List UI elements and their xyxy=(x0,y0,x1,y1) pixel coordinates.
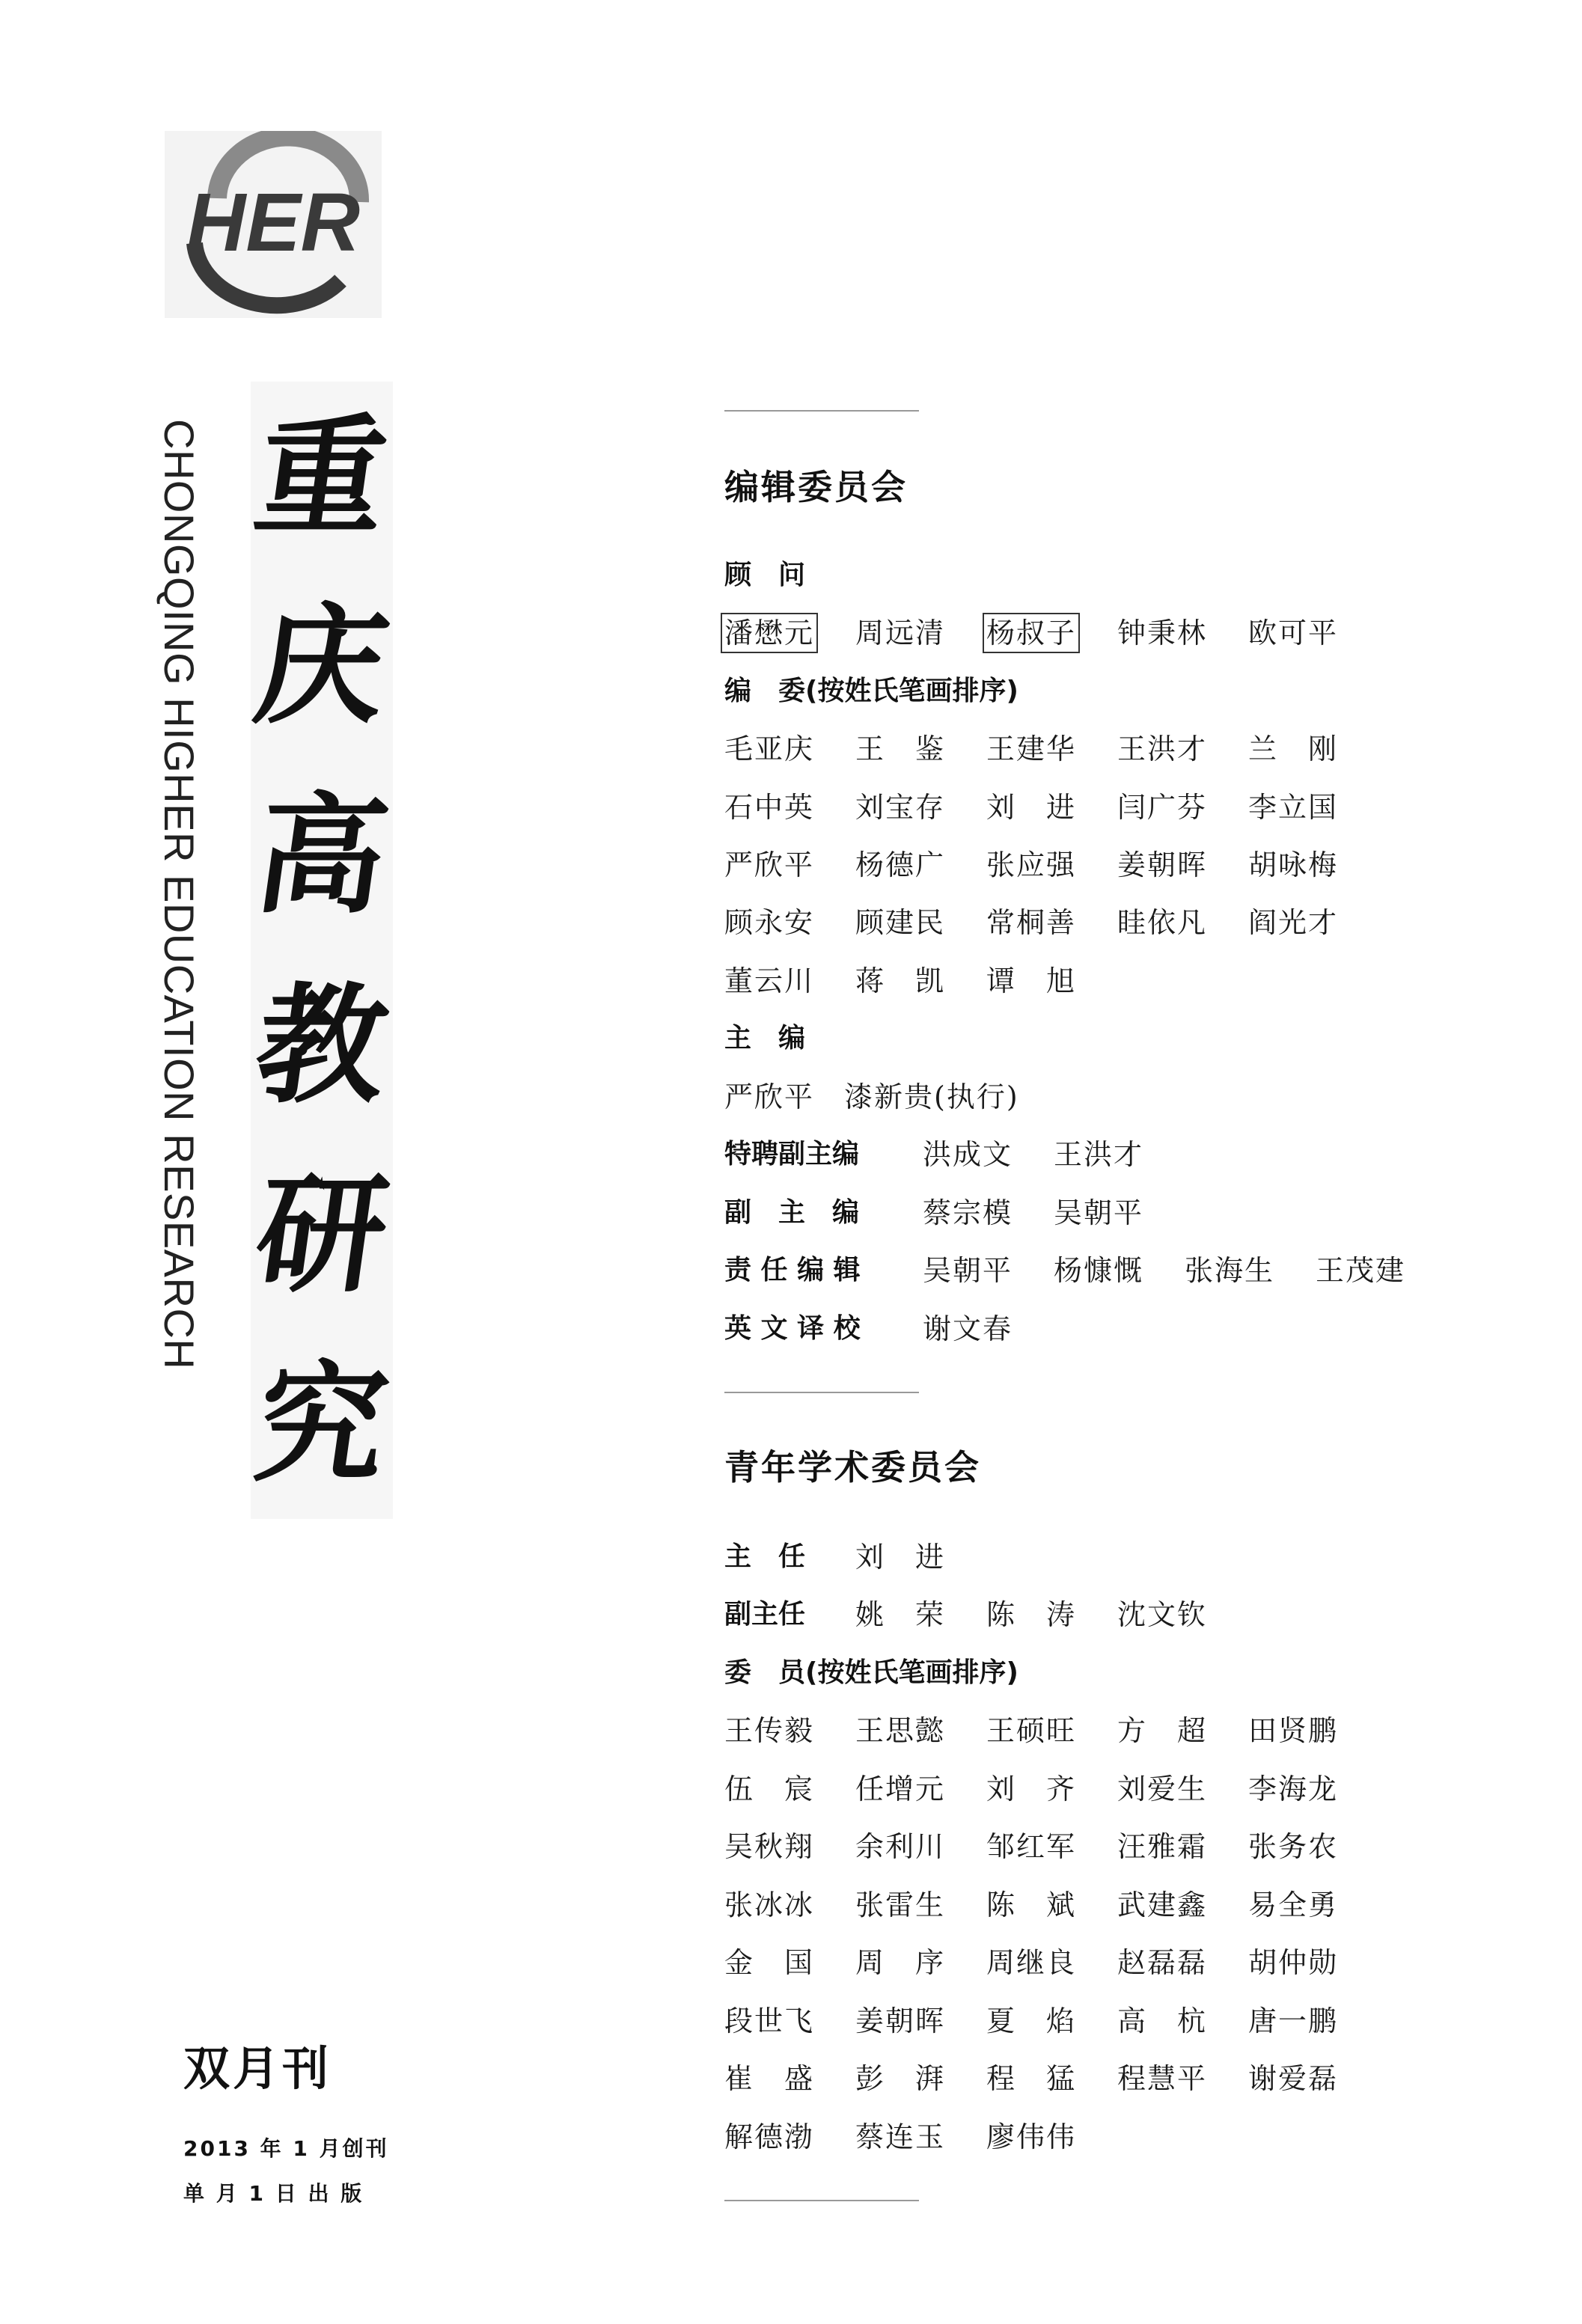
title-char: 究 xyxy=(246,1348,397,1500)
youth-member-name: 张冰冰 xyxy=(724,1888,815,1921)
member-name: 王建华 xyxy=(986,732,1077,765)
special-deputy-name: 王洪才 xyxy=(1054,1137,1144,1171)
youth-member-name: 武建鑫 xyxy=(1117,1888,1208,1921)
youth-member-name: 王传毅 xyxy=(724,1713,815,1747)
youth-member-name: 刘爱生 xyxy=(1117,1772,1208,1805)
deputy-editor-name: 蔡宗模 xyxy=(923,1196,1013,1229)
youth-member-name: 张务农 xyxy=(1248,1829,1339,1863)
member-name: 王 鉴 xyxy=(855,732,946,765)
responsible-editor-name: 张海生 xyxy=(1185,1253,1275,1287)
editorial-board-title: 编辑委员会 xyxy=(724,467,908,507)
member-name: 顾永安 xyxy=(724,905,815,939)
advisor-name: 欧可平 xyxy=(1248,616,1339,649)
youth-member-name: 金 国 xyxy=(724,1945,815,1979)
advisor-name: 杨叔子 xyxy=(986,616,1077,649)
member-row xyxy=(724,955,1117,1000)
member-name: 眭依凡 xyxy=(1117,905,1208,939)
deputy-editor-label: 副 主 编 xyxy=(724,1196,860,1228)
member-row xyxy=(724,840,1379,884)
youth-member-row xyxy=(724,1996,1379,2040)
member-name: 石中英 xyxy=(724,790,815,824)
title-char: 教 xyxy=(246,968,397,1121)
advisor-name: 潘懋元 xyxy=(724,616,815,649)
advisors-label: 顾 问 xyxy=(724,559,806,590)
member-name: 刘 进 xyxy=(986,790,1077,824)
youth-member-row xyxy=(724,1821,1379,1866)
title-char: 重 xyxy=(246,400,397,552)
youth-member-name: 谢爱磊 xyxy=(1248,2061,1339,2095)
youth-member-name: 程慧平 xyxy=(1117,2061,1208,2095)
title-char: 高 xyxy=(246,779,397,932)
youth-member-name: 王思懿 xyxy=(855,1713,946,1747)
youth-member-name: 夏 焰 xyxy=(986,2004,1077,2037)
special-deputy-label: 特聘副主编 xyxy=(724,1138,860,1169)
responsible-editor-label: 责 任 编 辑 xyxy=(724,1254,861,1285)
english-editor-name: 谢文春 xyxy=(923,1312,1013,1345)
youth-member-name: 高 杭 xyxy=(1117,2004,1208,2037)
youth-member-name: 田贤鹏 xyxy=(1248,1713,1339,1747)
divider xyxy=(724,1392,919,1393)
vice-director-label: 副主任 xyxy=(724,1598,806,1630)
director-row xyxy=(724,1532,986,1577)
publication-frequency: 双月刊 xyxy=(183,2041,332,2096)
advisor-name: 钟秉林 xyxy=(1117,616,1208,649)
member-name: 闫广芬 xyxy=(1117,790,1208,824)
youth-member-name: 陈 斌 xyxy=(986,1888,1077,1921)
vice-director-name: 姚 荣 xyxy=(855,1597,946,1631)
responsible-editor-name: 吴朝平 xyxy=(923,1253,1013,1287)
responsible-editor-name: 王茂建 xyxy=(1316,1253,1406,1287)
member-row xyxy=(724,782,1379,827)
vice-director-row xyxy=(724,1589,1248,1634)
youth-member-name: 蔡连玉 xyxy=(855,2120,946,2153)
vice-director-name: 陈 涛 xyxy=(986,1597,1077,1631)
youth-committee-title: 青年学术委员会 xyxy=(724,1447,981,1487)
youth-member-name: 周继良 xyxy=(986,1945,1077,1979)
member-name: 董云川 xyxy=(724,964,815,997)
member-name: 兰 刚 xyxy=(1248,732,1339,765)
youth-member-name: 程 猛 xyxy=(986,2061,1077,2095)
divider xyxy=(724,410,919,412)
member-name: 严欣平 xyxy=(724,848,815,881)
youth-member-name: 彭 湃 xyxy=(855,2061,946,2095)
youth-member-name: 段世飞 xyxy=(724,2004,815,2037)
member-name: 毛亚庆 xyxy=(724,732,815,765)
chief-editor-label: 主 编 xyxy=(724,1022,806,1054)
journal-title-en: CHONGQING HIGHER EDUCATION RESEARCH xyxy=(156,419,203,1370)
youth-member-row xyxy=(724,2053,1379,2098)
member-name: 杨德广 xyxy=(855,848,946,881)
member-name: 姜朝晖 xyxy=(1117,848,1208,881)
her-logo-graphic xyxy=(165,131,382,318)
special-deputy-row xyxy=(724,1129,1185,1174)
youth-members-label: 委 员(按姓氏笔画排序) xyxy=(724,1657,1018,1688)
member-name: 胡咏梅 xyxy=(1248,848,1339,881)
director-label: 主 任 xyxy=(724,1541,806,1572)
member-name: 王洪才 xyxy=(1117,732,1208,765)
youth-member-name: 刘 齐 xyxy=(986,1772,1077,1805)
member-row xyxy=(724,897,1379,942)
youth-member-name: 姜朝晖 xyxy=(855,2004,946,2037)
advisor-name: 周远清 xyxy=(855,616,946,649)
youth-member-name: 邹红军 xyxy=(986,1829,1077,1863)
member-name: 蒋 凯 xyxy=(855,964,946,997)
youth-member-name: 吴秋翔 xyxy=(724,1829,815,1863)
youth-member-name: 胡仲勋 xyxy=(1248,1945,1339,1979)
youth-member-name: 廖伟伟 xyxy=(986,2120,1077,2153)
youth-members-label-row xyxy=(724,1648,1018,1692)
chief-editors: 严欣平 漆新贵(执行) xyxy=(724,1080,1019,1113)
advisors-row xyxy=(724,608,1379,652)
founded-date: 2013 年 1 月创刊 xyxy=(183,2136,389,2161)
member-name: 刘宝存 xyxy=(855,790,946,824)
members-label: 编 委(按姓氏笔画排序) xyxy=(724,675,1018,706)
youth-member-name: 伍 宸 xyxy=(724,1772,815,1805)
chief-editor-label-row xyxy=(724,1013,805,1058)
members-label-row xyxy=(724,666,1018,711)
journal-title-cn xyxy=(246,382,397,1519)
member-name: 张应强 xyxy=(986,848,1077,881)
youth-member-name: 方 超 xyxy=(1117,1713,1208,1747)
youth-member-name: 易全勇 xyxy=(1248,1888,1339,1921)
member-row xyxy=(724,724,1379,768)
member-name: 常桐善 xyxy=(986,905,1077,939)
youth-member-name: 赵磊磊 xyxy=(1117,1945,1208,1979)
responsible-editor-row xyxy=(724,1245,1447,1290)
publication-schedule: 单 月 1 日 出 版 xyxy=(183,2181,364,2206)
director-name: 刘 进 xyxy=(855,1540,946,1574)
member-name: 顾建民 xyxy=(855,905,946,939)
divider xyxy=(724,2200,919,2201)
deputy-editor-name: 吴朝平 xyxy=(1054,1196,1144,1229)
youth-member-name: 任增元 xyxy=(855,1772,946,1805)
chief-editors-row xyxy=(724,1071,1019,1116)
youth-member-row xyxy=(724,2112,1117,2156)
youth-member-name: 张雷生 xyxy=(855,1888,946,1921)
her-logo xyxy=(165,131,382,318)
youth-member-name: 王硕旺 xyxy=(986,1713,1077,1747)
advisors-label-row xyxy=(724,550,805,595)
youth-member-name: 解德渤 xyxy=(724,2120,815,2153)
youth-member-name: 周 序 xyxy=(855,1945,946,1979)
youth-member-row xyxy=(724,1937,1379,1982)
logo-text: HER xyxy=(186,177,361,269)
english-editor-label: 英 文 译 校 xyxy=(724,1312,861,1344)
member-name: 谭 旭 xyxy=(986,964,1077,997)
youth-member-row xyxy=(724,1705,1379,1750)
member-name: 李立国 xyxy=(1248,790,1339,824)
title-char: 庆 xyxy=(246,589,397,741)
youth-member-name: 李海龙 xyxy=(1248,1772,1339,1805)
deputy-editor-row xyxy=(724,1187,1185,1232)
special-deputy-name: 洪成文 xyxy=(923,1137,1013,1171)
youth-member-name: 余利川 xyxy=(855,1829,946,1863)
youth-member-row xyxy=(724,1880,1379,1924)
member-name: 阎光才 xyxy=(1248,905,1339,939)
title-char: 研 xyxy=(246,1158,397,1310)
responsible-editor-name: 杨慷慨 xyxy=(1054,1253,1144,1287)
youth-member-row xyxy=(724,1764,1379,1808)
youth-member-name: 汪雅霜 xyxy=(1117,1829,1208,1863)
english-editor-row xyxy=(724,1303,1054,1348)
vice-director-name: 沈文钦 xyxy=(1117,1597,1208,1631)
youth-member-name: 唐一鹏 xyxy=(1248,2004,1339,2037)
youth-member-name: 崔 盛 xyxy=(724,2061,815,2095)
